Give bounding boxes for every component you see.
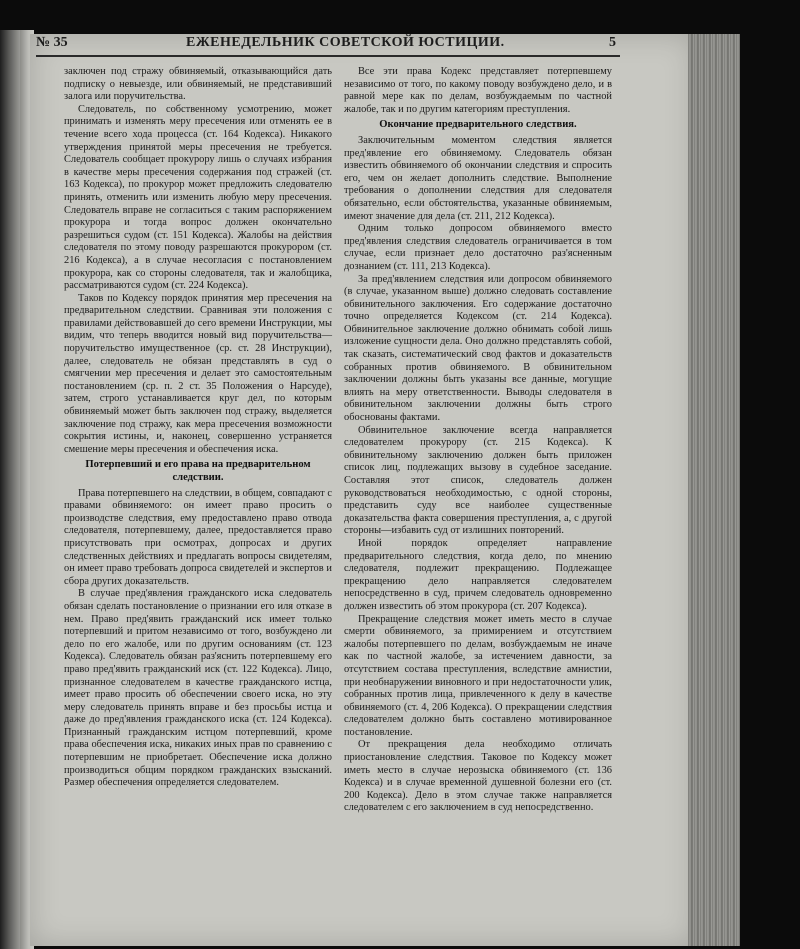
- paragraph: За пред'явлением следствия или допросом обвиняемого (в случае, указанном выше) должно следовать составление обвинительного заключения. Его содержание достаточно точно определяется Кодексом (ст. 214 Кодекса). Обвинительное заключение должно обнимать собой лишь изложение сущности дела. Оно должно представлять собой, так сказать, систематический свод фактов и доказательств собранных против обвиняемого. В обвинительном заключении должны быть указаны все данные, могущие влиять на меру ответственности. Выводы следователя в обвинительном заключении должны быть строго обоснованы фактами.: [344, 273, 612, 424]
- paragraph: Заключительным моментом следствия является пред'явление его обвиняемому. Следователь обязан известить обвиняемого об окончании следствия и спросить его, чем он желает дополнить следствие. Выполнение требования о дополнении следствия для следователя обязательно, если обстоятельства, указанные обвиняемым, имеют значение для дела (ст. 211, 212 Кодекса).: [344, 134, 612, 222]
- right-text-column: [344, 66, 612, 815]
- section-heading: Окончание предварительного следствия.: [379, 119, 577, 131]
- paragraph: Обвинительное заключение всегда направляется следователем прокурору (ст. 215 Кодекса). К обвинительному заключению должен быть приложен список лиц, подлежащих вызову в судебное заседание. Составляя этот список, следователь должен руководствоваться необходимостью, с одной стороны, представить суду все наиболее существенные доказательства факта совершения преступления, а, с другой стороны—избавить суд от излишних повторений.: [344, 424, 612, 537]
- section-heading: Потерпевший и его права на предварительном следствии.: [85, 459, 311, 483]
- left-text-column: [64, 66, 332, 790]
- book-page-edges: [688, 34, 740, 946]
- paragraph: Следователь, по собственному усмотрению, может принимать и изменять меру пресечения или отменять ее в течение всего хода процесса (ст. 164 Кодекса). Никакого утверждения принятой меры пресечения не требуется. Следователь сообщает прокурору лишь о случаях избрания в качестве меры пресечения содержания под стражей (ст. 163 Кодекса), по прокурор может предложить следователю принять, отменить или изменить любую меру пресечения. Следователь вправе не согласиться с таким распоряжением прокурора и тогда вопрос должен окончательно разрешиться судом (ст. 151 Кодекса). Жалобы на действия следователя по этому поводу разрешаются прокурором (ст. 216 Кодекса), а в случае несогласия с постановлением прокурора, как со стороны следователя, так и жалобщика, рассматриваются судом (ст. 224 Кодекса).: [64, 103, 332, 292]
- paragraph: Одним только допросом обвиняемого вместо пред'явления следствия следователь ограничивается в том случае, если признает дело достаточно раз'ясненным дознанием (ст. 111, 213 Кодекса).: [344, 223, 612, 272]
- book-left-edge: [0, 30, 20, 949]
- running-header: [36, 33, 620, 57]
- paragraph: Таков по Кодексу порядок принятия мер пресечения на предварительном следствии. Сравнивая эти положения с правилами действовавшей до сего времени Инструкции, мы видим, что теперь вводится новый вид поручительства—поручительство имущественное (ср. ст. 28 Инструкции), далее, следователь не обязан представлять в суд о смягчении мер пресечения и делает это самостоятельным постановлением (ср. п. 2 ст. 35 Положения о Нарсуде), затем, строго устанавливается круг дел, по которым обвиняемый может быть заключен под стражу, выделяется заключение под стражу, как мера пресечения возможности сокрытия истины, и, наконец, совершенно устраняется смешение меры пресечения и обеспечения иска.: [64, 292, 332, 455]
- paragraph: Права потерпевшего на следствии, в общем, совпадают с правами обвиняемого: он имеет право просить о производстве следствия, ему предоставлено право отвода следователя, потерпевшему, далее, предоставляется право присутствовать при осмотрах, допросах и других следственных действиях и предлагать вопросы свидетелям, он имеет право требовать допроса свидетелей и экспертов и сбора других доказательств.: [64, 487, 332, 587]
- paragraph: заключен под стражу обвиняемый, отказывающийся дать подписку о невыезде, или обвиняемый, не представивший залога или поручительства.: [64, 66, 332, 103]
- paragraph: От прекращения дела необходимо отличать приостановление следствия. Таковое по Кодексу может иметь место в случае нерозыска обвиняемого (ст. 136 Кодекса) и в случае временной душевной болезни его (ст. 200 Кодекса). Дело в этом случае также направляется следователем с его заключением в суд непосредственно.: [344, 739, 612, 814]
- page-number: 5: [609, 35, 616, 50]
- issue-number: № 35: [36, 35, 68, 50]
- journal-title: ЕЖЕНЕДЕЛЬНИК СОВЕТСКОЙ ЮСТИЦИИ.: [186, 35, 505, 50]
- paragraph: В случае пред'явления гражданского иска следователь обязан сделать постановление о признании его иля отказе в нем. Право пред'явить гражданский иск имеет только потерпевший и притом независимо от того, возбуждено ли дело по его жалобе, или по другим основаниям (ст. 123 Кодекса). Следователь обязан раз'яснить потерпевшему его право пред'явить гражданский иск (ст. 122 Кодекса). Лицо, признанное следователем в качестве гражданского истца, имеет право просить об обеспечении своего иска, но эту меру следователь принять вправе и без просьбы истца и даже до пред'явления гражданского иска (ст. 124 Кодекса). Признанный гражданским истцом потерпевший, кроме права обеспечения иска, никаких иных прав по сравнению с потерпевшим не приобретает. Обеспечение иска должно производиться общим порядком гражданских взысканий. Размер обеспечения определяется следователем.: [64, 588, 332, 789]
- paragraph: Иной порядок определяет направление предварительного следствия, когда дело, по мнению следователя, подлежит прекращению. Подлежащее прекращению дело направляется следователем непосредственно в суд, причем следователь одновременно должен известить об этом прокурора (ст. 207 Кодекса).: [344, 537, 612, 612]
- paragraph: Все эти права Кодекс представляет потерпевшему независимо от того, по какому поводу возбуждено дело, и в равной мере как по делам, возбуждаемым по частной жалобе, так и по другим категориям преступления.: [344, 66, 612, 115]
- paragraph: Прекращение следствия может иметь место в случае смерти обвиняемого, за примирением и отсутствием жалобы потерпевшего по делам, возбуждаемым не иначе как по частной жалобе, за истечением давности, за отсутствием состава преступления, вследствие амнистии, при необнаружении виновного и при недостаточности улик, собранных против лица, привлеченного к делу в качестве обвиняемого (ст. 4, 206 Кодекса). О прекращении следствия следователем должно быть составлено мотивированное постановление.: [344, 613, 612, 738]
